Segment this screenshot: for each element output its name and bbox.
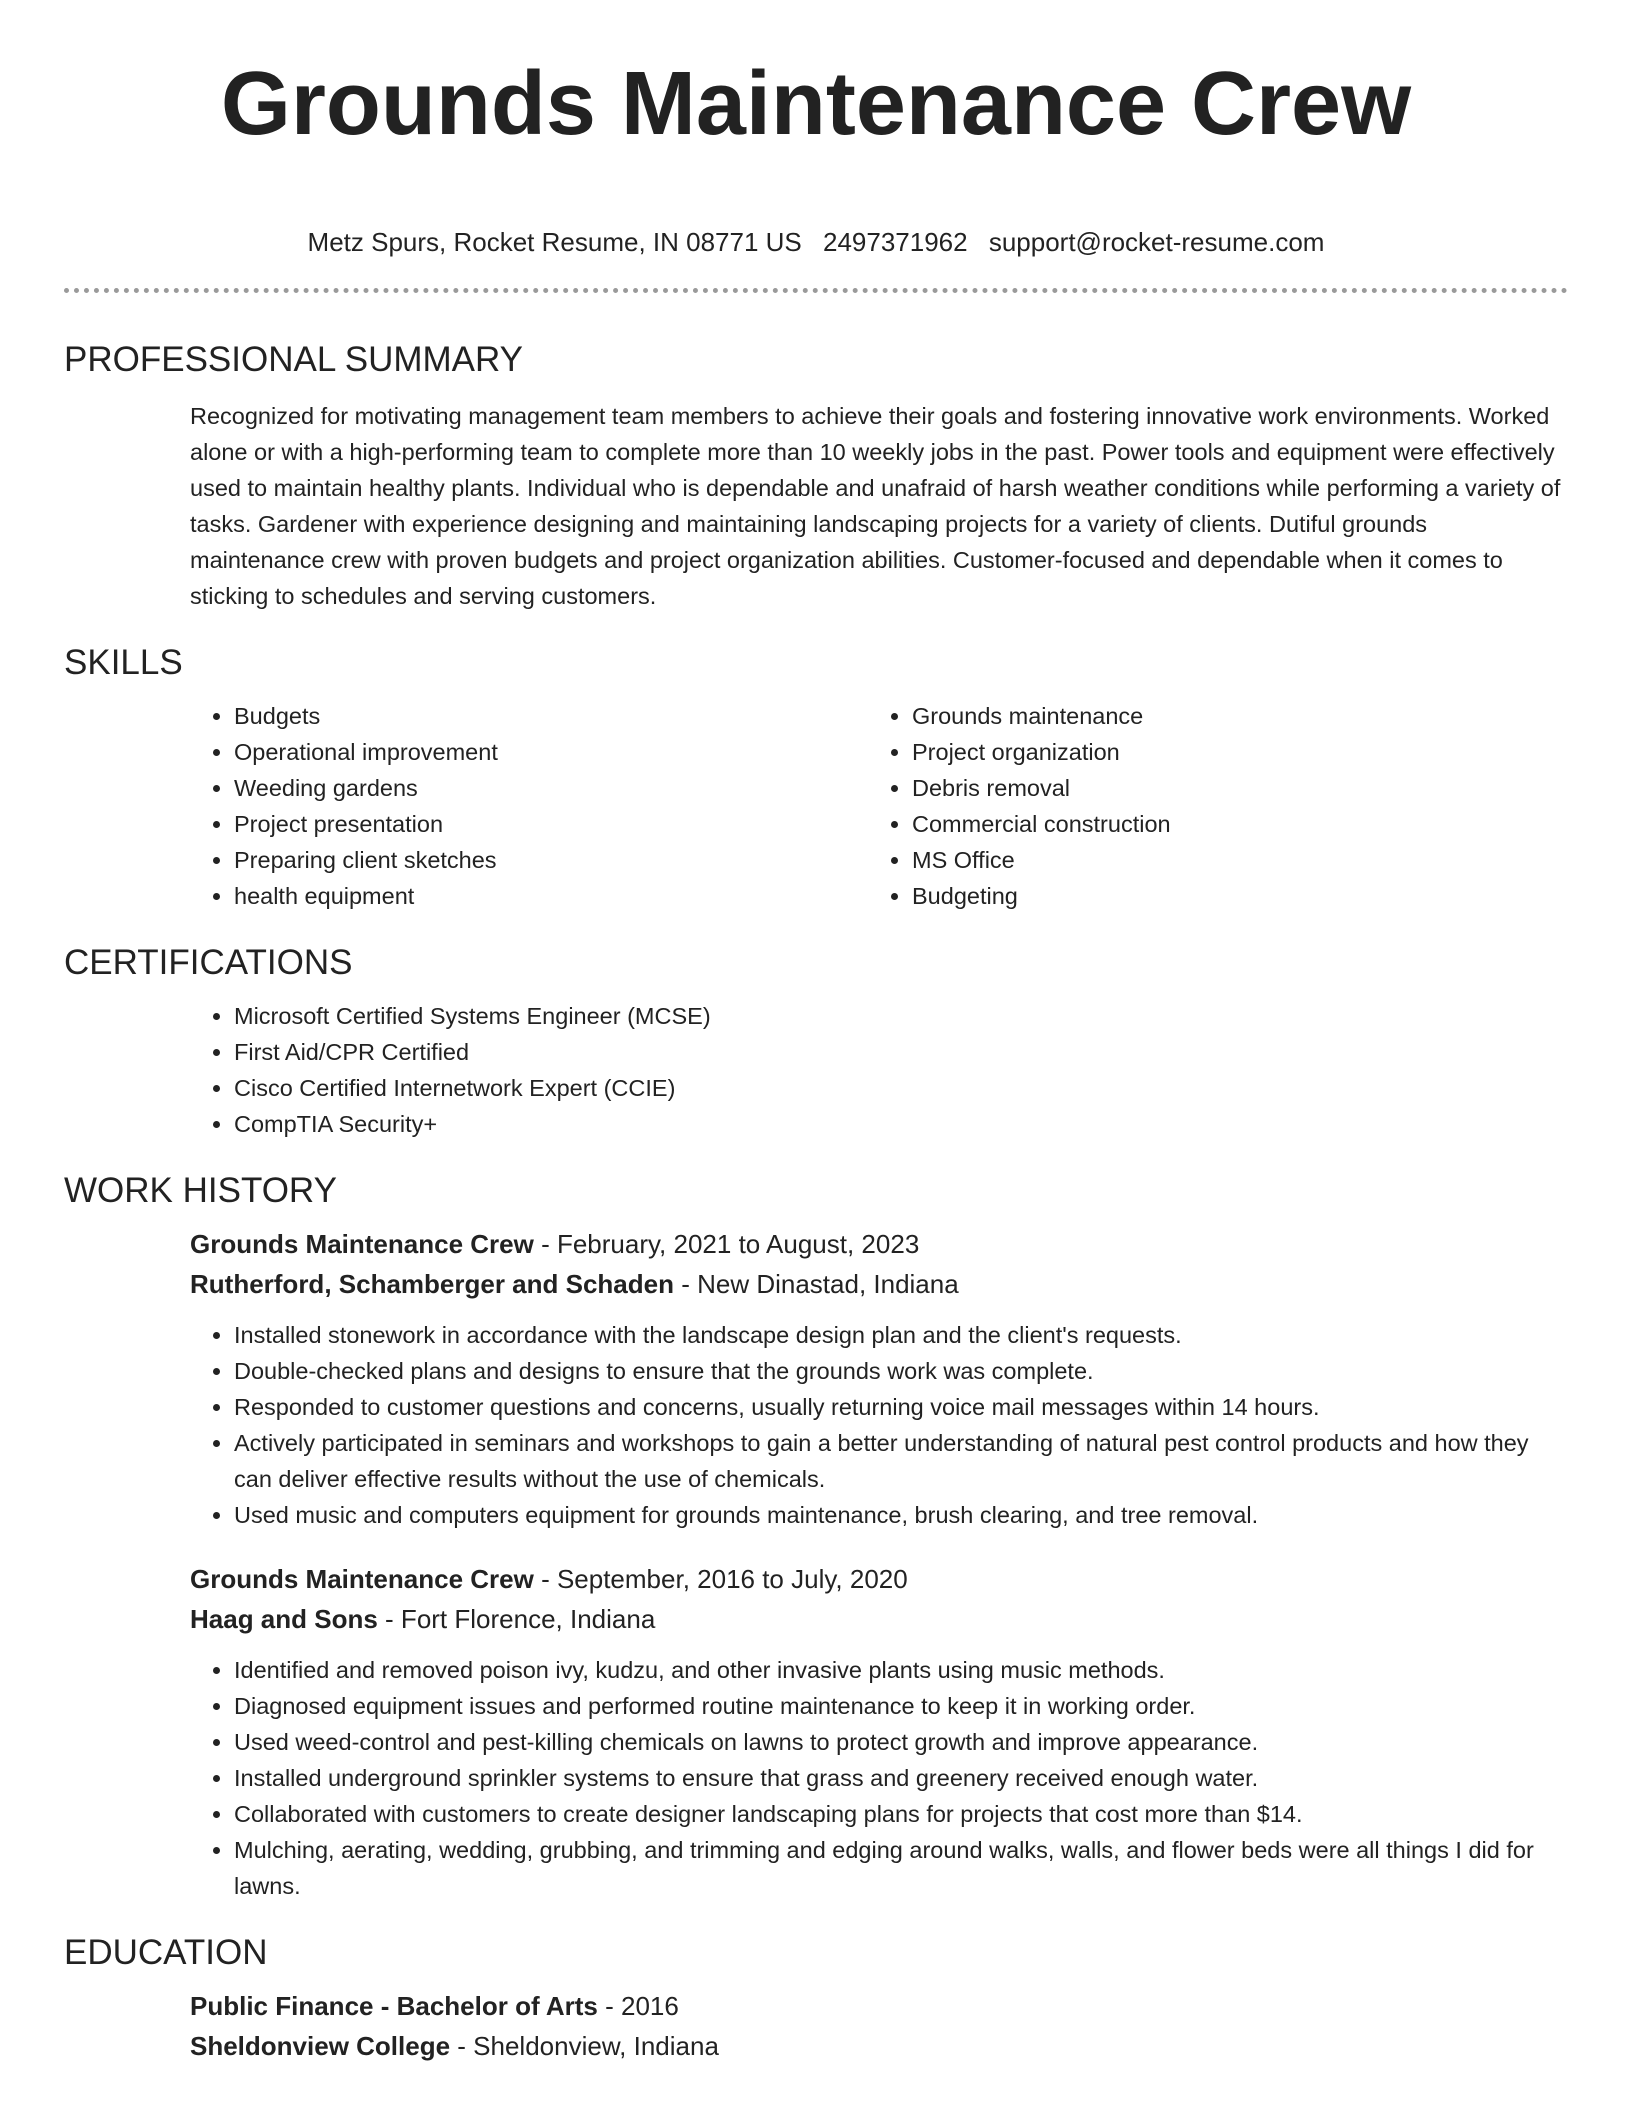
certification-item: • CompTIA Security+: [234, 1106, 1568, 1142]
job-bullets: [190, 1652, 1568, 1904]
skill-item: • MS Office: [912, 842, 1546, 878]
header-divider: [64, 288, 1568, 293]
job-bullets: [190, 1317, 1568, 1533]
certification-item: • Cisco Certified Internetwork Expert (CCIE): [234, 1070, 1568, 1106]
contact-line: [64, 226, 1568, 258]
job-bullet: • Collaborated with customers to create designer landscaping plans for projects that cost more than $14.: [234, 1796, 1568, 1832]
job-bullet: • Actively participated in seminars and workshops to gain a better understanding of natural pest control products and how they can deliver effective results without the use of chemicals.: [234, 1425, 1568, 1497]
skills-column-right: [868, 698, 1546, 914]
skill-item: • Debris removal: [912, 770, 1546, 806]
job-title-line: [190, 1559, 1568, 1599]
skill-item: • Budgeting: [912, 878, 1546, 914]
certification-item: • First Aid/CPR Certified: [234, 1034, 1568, 1070]
job-company-line: [190, 1264, 1568, 1304]
education-section: [64, 1932, 1568, 2066]
candidate-name: Grounds Maintenance Crew: [220, 54, 1412, 154]
job-bullet: • Diagnosed equipment issues and performed routine maintenance to keep it in working order.: [234, 1688, 1568, 1724]
job-bullet: • Mulching, aerating, wedding, grubbing, and trimming and edging around walks, walls, and flower beds were all things I did for lawns.: [234, 1832, 1568, 1904]
job-company: Haag and Sons: [190, 1604, 378, 1634]
summary-section: [64, 339, 1568, 614]
skill-item: • Commercial construction: [912, 806, 1546, 842]
degree-name: Public Finance - Bachelor of Arts: [190, 1991, 598, 2021]
job-bullet: • Used music and computers equipment for grounds maintenance, brush clearing, and tree removal.: [234, 1497, 1568, 1533]
job-bullet: • Installed stonework in accordance with the landscape design plan and the client's requests.: [234, 1317, 1568, 1353]
degree-line: [190, 1986, 1568, 2026]
school-line: [190, 2026, 1568, 2066]
job-company: Rutherford, Schamberger and Schaden: [190, 1269, 674, 1299]
certifications-section: [64, 942, 1568, 1142]
contact-phone: 2497371962: [822, 227, 968, 257]
skill-item: • health equipment: [234, 878, 868, 914]
degree-year: - 2016: [597, 1991, 679, 2021]
job-entry: [190, 1224, 1568, 1533]
skills-column-left: [190, 698, 868, 914]
job-entry: [190, 1559, 1568, 1904]
skill-item: • Project organization: [912, 734, 1546, 770]
skill-item: • Weeding gardens: [234, 770, 868, 806]
skills-title: SKILLS: [64, 643, 183, 682]
skill-item: • Operational improvement: [234, 734, 868, 770]
skill-item: • Grounds maintenance: [912, 698, 1546, 734]
job-dates: - September, 2016 to July, 2020: [533, 1564, 908, 1594]
certifications-title: CERTIFICATIONS: [64, 943, 353, 982]
work-history-section: [64, 1170, 1568, 1904]
job-role: Grounds Maintenance Crew: [190, 1564, 534, 1594]
summary-text: Recognized for motivating management team members to achieve their goals and fostering innovative work environments. Worked alone or with a high-performing team to complete more than 10 weekly jobs in the past. Power tools and equipment were effectively used to maintain healthy plants. Individual who is dependable and unafraid of harsh weather conditions while performing a variety of tasks. Gardener with experience designing and maintaining landscaping projects for a variety of clients. Dutiful grounds maintenance crew with proven budgets and project organization abilities. Customer-focused and dependable when it comes to sticking to schedules and serving customers.: [190, 403, 1561, 609]
job-bullet: • Double-checked plans and designs to ensure that the grounds work was complete.: [234, 1353, 1568, 1389]
skills-section: [64, 642, 1568, 914]
contact-email: support@rocket-resume.com: [988, 227, 1325, 257]
job-company-line: [190, 1599, 1568, 1639]
skill-item: • Project presentation: [234, 806, 868, 842]
skills-grid: [190, 698, 1568, 914]
job-bullet: • Used weed-control and pest-killing chemicals on lawns to protect growth and improve appearance.: [234, 1724, 1568, 1760]
education-title: EDUCATION: [64, 1933, 268, 1972]
certification-item: • Microsoft Certified Systems Engineer (MCSE): [234, 998, 1568, 1034]
job-title-line: [190, 1224, 1568, 1264]
skill-item: • Preparing client sketches: [234, 842, 868, 878]
job-bullet: • Installed underground sprinkler systems to ensure that grass and greenery received enough water.: [234, 1760, 1568, 1796]
job-location: - Fort Florence, Indiana: [377, 1604, 656, 1634]
job-bullet: • Responded to customer questions and concerns, usually returning voice mail messages within 14 hours.: [234, 1389, 1568, 1425]
skill-item: • Budgets: [234, 698, 868, 734]
school-name: Sheldonview College: [190, 2031, 451, 2061]
job-location: - New Dinastad, Indiana: [673, 1269, 959, 1299]
resume-header: [64, 0, 1568, 293]
school-location: - Sheldonview, Indiana: [450, 2031, 719, 2061]
job-role: Grounds Maintenance Crew: [190, 1229, 534, 1259]
job-bullet: • Identified and removed poison ivy, kudzu, and other invasive plants using music methods.: [234, 1652, 1568, 1688]
summary-title: PROFESSIONAL SUMMARY: [64, 340, 523, 379]
contact-address: Metz Spurs, Rocket Resume, IN 08771 US: [307, 227, 802, 257]
work-history-title: WORK HISTORY: [64, 1171, 337, 1210]
job-dates: - February, 2021 to August, 2023: [533, 1229, 920, 1259]
